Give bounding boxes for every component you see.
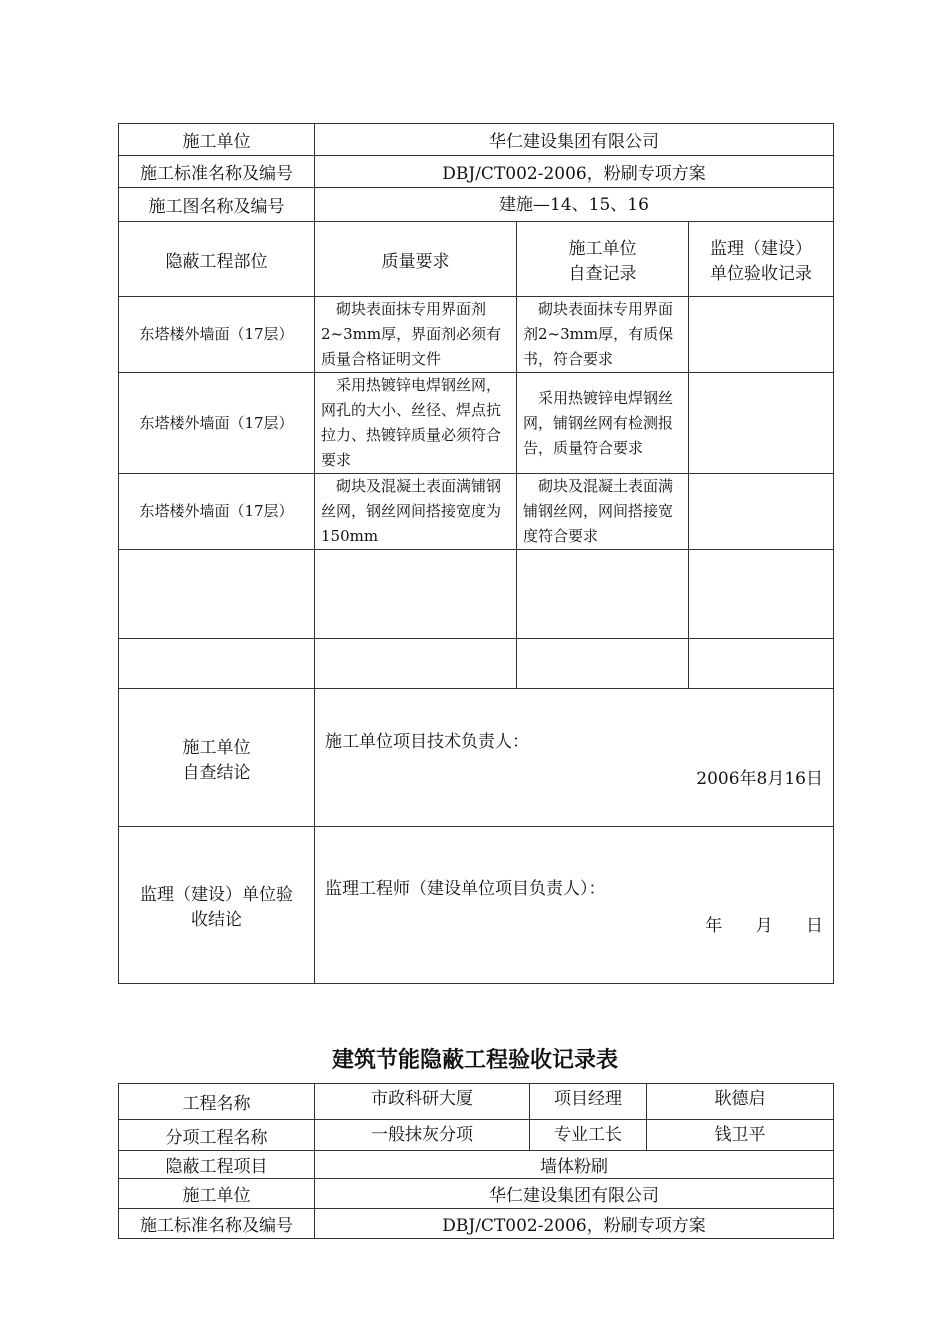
- drawing-value: 建施—14、15、16: [315, 188, 834, 222]
- item-location: 东塔楼外墙面（17层）: [119, 373, 315, 474]
- document-title: 建筑节能隐蔽工程验收记录表: [331, 1048, 618, 1073]
- item-quality: 砌块表面抹专用界面剂2~3mm厚，界面剂必须有质量合格证明文件: [315, 297, 517, 373]
- standard-value: DBJ/CT002-2006，粉刷专项方案: [315, 1209, 834, 1239]
- item-quality: 采用热镀锌电焊钢丝网，网孔的大小、丝径、焊点抗拉力、热镀锌质量必须符合要求: [315, 373, 517, 474]
- inspection-table-2: [118, 1083, 834, 1239]
- empty-cell: [119, 639, 315, 689]
- self-conclusion-label: 施工单位 自查结论: [119, 689, 315, 827]
- standard-label: 施工标准名称及编号: [119, 1209, 315, 1239]
- unit-label: 施工单位: [119, 1179, 315, 1209]
- hidden-project-value: 墙体粉刷: [315, 1151, 834, 1179]
- header-location: 隐蔽工程部位: [119, 222, 315, 297]
- supervision-conclusion-label: 监理（建设）单位验 收结论: [119, 827, 315, 984]
- foreman-value: 钱卫平: [647, 1120, 834, 1151]
- subitem-value: 一般抹灰分项: [315, 1120, 530, 1151]
- unit-value: 华仁建设集团有限公司: [315, 1179, 834, 1209]
- empty-cell: [315, 550, 517, 639]
- item-location: 东塔楼外墙面（17层）: [119, 297, 315, 373]
- standard-value: DBJ/CT002-2006，粉刷专项方案: [315, 156, 834, 188]
- project-value: 市政科研大厦: [315, 1084, 530, 1120]
- header-quality: 质量要求: [315, 222, 517, 297]
- project-label: 工程名称: [119, 1084, 315, 1120]
- empty-cell: [315, 639, 517, 689]
- manager-value: 耿德启: [647, 1084, 834, 1120]
- header-self-check: 施工单位 自查记录: [517, 222, 689, 297]
- day-label: 日: [806, 916, 823, 936]
- item-self-check: 砌块及混凝土表面满铺钢丝网，网间搭接宽度符合要求: [517, 474, 689, 550]
- item-self-check: 砌块表面抹专用界面剂2~3mm厚，有质保书，符合要求: [517, 297, 689, 373]
- self-conclusion-signer: 施工单位项目技术负责人：: [325, 731, 529, 752]
- empty-cell: [119, 550, 315, 639]
- item-supervision: [689, 474, 834, 550]
- supervision-conclusion-date: [325, 911, 823, 936]
- month-label: 月: [755, 916, 773, 936]
- supervision-conclusion-content: [315, 827, 834, 984]
- supervision-conclusion-signer: 监理工程师（建设单位项目负责人）：: [325, 879, 606, 899]
- drawing-label: 施工图名称及编号: [119, 188, 315, 222]
- header-supervision: 监理（建设） 单位验收记录: [689, 222, 834, 297]
- item-location: 东塔楼外墙面（17层）: [119, 474, 315, 550]
- self-conclusion-content: [315, 689, 834, 827]
- inspection-table-1: [118, 123, 834, 984]
- empty-cell: [689, 550, 834, 639]
- empty-cell: [689, 639, 834, 689]
- empty-cell: [517, 639, 689, 689]
- empty-cell: [517, 550, 689, 639]
- subitem-label: 分项工程名称: [119, 1120, 315, 1151]
- foreman-label: 专业工长: [530, 1120, 647, 1151]
- hidden-project-label: 隐蔽工程项目: [119, 1151, 315, 1179]
- manager-label: 项目经理: [530, 1084, 647, 1120]
- item-self-check: 采用热镀锌电焊钢丝网，铺钢丝网有检测报告，质量符合要求: [517, 373, 689, 474]
- item-supervision: [689, 297, 834, 373]
- standard-label: 施工标准名称及编号: [119, 156, 315, 188]
- item-supervision: [689, 373, 834, 474]
- item-quality: 砌块及混凝土表面满铺钢丝网，钢丝网间搭接宽度为150mm: [315, 474, 517, 550]
- unit-label: 施工单位: [119, 124, 315, 156]
- self-conclusion-date: 2006年8月16日: [696, 768, 823, 789]
- unit-value: 华仁建设集团有限公司: [315, 124, 834, 156]
- year-label: 年: [705, 916, 723, 936]
